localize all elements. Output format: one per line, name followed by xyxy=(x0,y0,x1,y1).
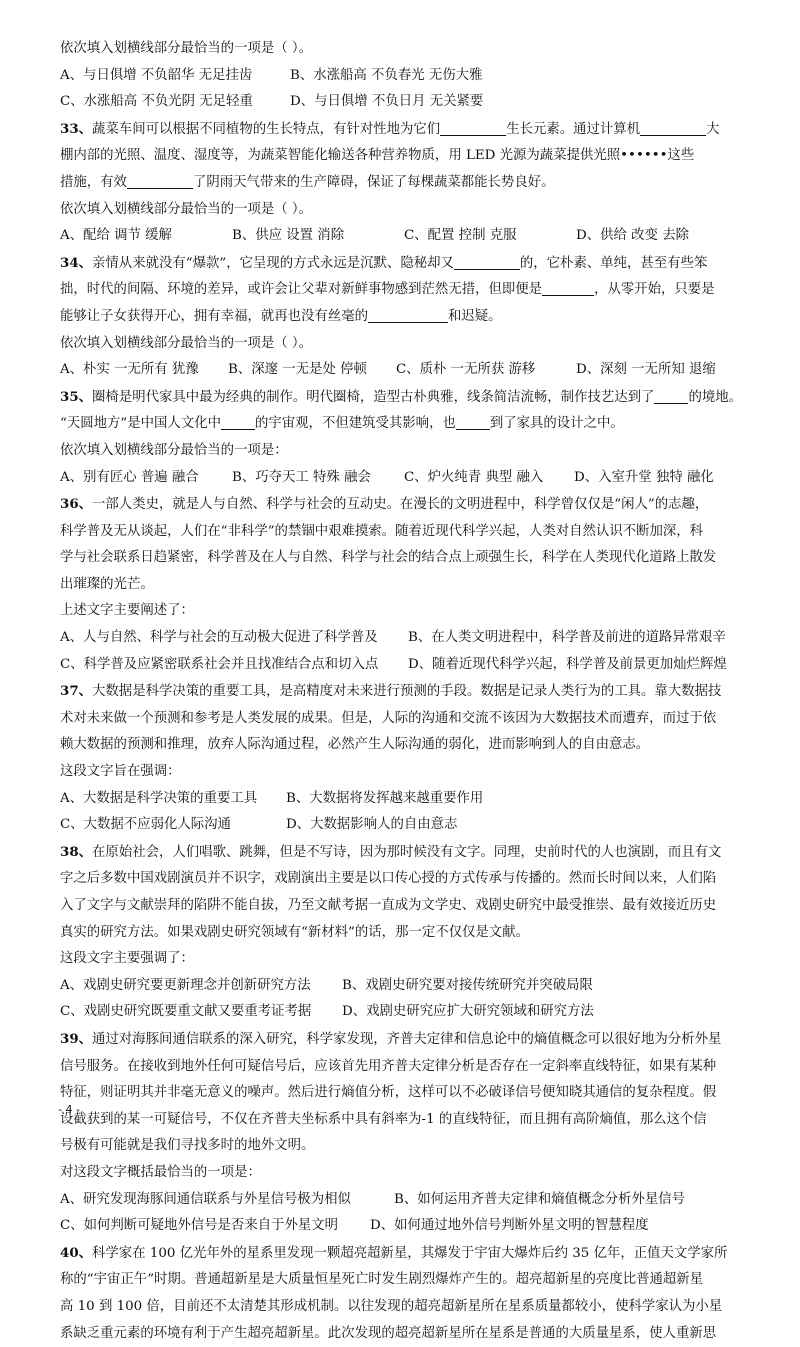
q36-options-row1 xyxy=(60,625,748,652)
passage-text: 的境地。 xyxy=(688,390,742,405)
passage-text: 的，它朴素、单纯，甚至有些笨 xyxy=(520,256,707,271)
passage-text: 通过对海豚间通信联系的深入研究，科学家发现，齐普夫定律和信息论中的熵值概念可以很好地为分析外星 xyxy=(92,1032,721,1047)
passage-text: 拙，时代的间隔、环境的差异，或许会让父辈对新鲜事物感到茫然无措，但即便是 xyxy=(60,282,542,297)
question-number: 39、 xyxy=(60,1031,92,1047)
q38-options-row2 xyxy=(60,999,748,1026)
question-number: 35、 xyxy=(60,389,92,405)
answer-blank xyxy=(221,413,255,430)
passage-text: 生长元素。通过计算机 xyxy=(506,122,640,137)
question-number: 33、 xyxy=(60,121,92,137)
option-a: A、与日俱增 不负韶华 无足挂齿 xyxy=(60,63,290,90)
option-c: C、配置 控制 克服 xyxy=(404,223,576,250)
answer-blank xyxy=(368,306,448,323)
option-c: C、质朴 一无所获 游移 xyxy=(396,357,576,384)
q37-options-row2 xyxy=(60,812,748,839)
q39-line4: 设截获到的某一可疑信号，不仅在齐普夫坐标系中具有斜率为-1 的直线特征，而且拥有高阶熵值，那么这个信 xyxy=(60,1107,748,1134)
answer-blank xyxy=(440,119,506,136)
q39-line5: 号极有可能就是我们寻找多时的地外文明。 xyxy=(60,1133,748,1160)
q34-line3 xyxy=(60,304,748,331)
question-number: 40、 xyxy=(60,1245,92,1261)
option-a: A、别有匠心 普遍 融合 xyxy=(60,465,232,492)
q38-line4: 真实的研究方法。如果戏剧史研究领域有“新材料”的话，那一定不仅仅是文献。 xyxy=(60,920,748,947)
q36-line3: 学与社会联系日趋紧密，科学普及在人与自然、科学与社会的结合点上顽强生长，科学在人类现代化道路上散发 xyxy=(60,545,748,572)
q36-options-row2 xyxy=(60,652,748,679)
q34-options xyxy=(60,357,748,384)
question-number: 38、 xyxy=(60,844,92,860)
q35-line2 xyxy=(60,411,748,438)
passage-text: 措施，有效 xyxy=(60,175,127,190)
option-b: B、在人类文明进程中，科学普及前进的道路异常艰辛 xyxy=(408,625,726,652)
option-d: D、入室升堂 独特 融化 xyxy=(574,465,714,492)
option-c: C、炉火纯青 典型 融入 xyxy=(404,465,574,492)
option-a: A、人与自然、科学与社会的互动极大促进了科学普及 xyxy=(60,625,408,652)
answer-blank xyxy=(127,172,193,189)
option-a: A、大数据是科学决策的重要工具 xyxy=(60,786,286,813)
answer-blank xyxy=(640,119,706,136)
answer-blank xyxy=(456,413,490,430)
question-number: 37、 xyxy=(60,683,92,699)
passage-text: ，从零开始，只要是 xyxy=(594,282,715,297)
q36-line2: 科学普及无从谈起，人们在“非科学”的禁锢中艰难摸索。随着近现代科学兴起，人类对自然认识不断加深，科 xyxy=(60,519,748,546)
option-a: A、朴实 一无所有 犹豫 xyxy=(60,357,228,384)
q39-prompt: 对这段文字概括最恰当的一项是： xyxy=(60,1160,748,1187)
q33-line1 xyxy=(60,116,748,144)
q34-line1 xyxy=(60,250,748,278)
q39-options-row1 xyxy=(60,1187,748,1214)
option-d: D、供给 改变 去除 xyxy=(576,223,689,250)
q35-options xyxy=(60,465,748,492)
passage-text: 亲情从来就没有“爆款”，它呈现的方式永远是沉默、隐秘却又 xyxy=(92,256,454,271)
passage-text: 圈椅是明代家具中最为经典的制作。明代圈椅，造型古朴典雅，线条简洁流畅，制作技艺达到了 xyxy=(92,390,654,405)
q40-line3: 高 10 到 100 倍，目前还不太清楚其形成机制。以往发现的超亮超新星所在星系质量都较小，使科学家认为小星 xyxy=(60,1294,748,1321)
passage-text: 一部人类史，就是人与自然、科学与社会的互动史。在漫长的文明进程中，科学曾仅仅是“闲人”的志趣， xyxy=(92,497,708,512)
q33-prompt: 依次填入划横线部分最恰当的一项是（ ）。 xyxy=(60,197,748,224)
option-a: A、配给 调节 缓解 xyxy=(60,223,232,250)
q40-line1 xyxy=(60,1240,748,1268)
option-c: C、科学普及应紧密联系社会并且找准结合点和切入点 xyxy=(60,652,408,679)
option-b: B、戏剧史研究要对接传统研究并突破局限 xyxy=(342,973,593,1000)
passage-text: 蔬菜车间可以根据不同植物的生长特点，有针对性地为它们 xyxy=(92,122,440,137)
q38-line3: 入了文字与文献崇拜的陷阱不能自拔，乃至文献考据一直成为文学史、戏剧史研究中最受推崇、最有效接近历史 xyxy=(60,893,748,920)
q32-options-row1 xyxy=(60,63,748,90)
passage-text: 大 xyxy=(706,122,719,137)
q36-prompt: 上述文字主要阐述了： xyxy=(60,598,748,625)
answer-blank xyxy=(454,253,520,270)
q33-line2: 棚内部的光照、温度、湿度等，为蔬菜智能化输送各种营养物质，用 LED 光源为蔬菜提供光照••••••这些 xyxy=(60,143,748,170)
q37-line2: 术对未来做一个预测和参考是人类发展的成果。但是，人际的沟通和交流不该因为大数据技术而遭弃，而过于依 xyxy=(60,706,748,733)
option-d: D、深刻 一无所知 退缩 xyxy=(576,357,716,384)
q33-options xyxy=(60,223,748,250)
q38-line1 xyxy=(60,839,748,867)
option-d: D、如何通过地外信号判断外星文明的智慧程度 xyxy=(370,1213,649,1240)
passage-text: 到了家具的设计之中。 xyxy=(490,416,624,431)
option-a: A、研究发现海豚间通信联系与外星信号极为相似 xyxy=(60,1187,394,1214)
passage-text: 和迟疑。 xyxy=(448,309,502,324)
q38-prompt: 这段文字主要强调了： xyxy=(60,946,748,973)
q39-line2: 信号服务。在接收到地外任何可疑信号后，应该首先用齐普夫定律分析是否存在一定斜率直线特征，如果有某种 xyxy=(60,1054,748,1081)
question-number: 34、 xyxy=(60,255,92,271)
q39-line3: 特征，则证明其并非毫无意义的噪声。然后进行熵值分析，这样可以不必破译信号便知晓其通信的复杂程度。假 xyxy=(60,1080,748,1107)
option-d: D、随着近现代科学兴起，科学普及前景更加灿烂辉煌 xyxy=(408,652,727,679)
q35-prompt: 依次填入划横线部分最恰当的一项是： xyxy=(60,438,748,465)
q38-line2: 字之后多数中国戏剧演员并不识字，戏剧演出主要是以口传心授的方式传承与传播的。然而长时间以来，人们陷 xyxy=(60,866,748,893)
q32-prompt: 依次填入划横线部分最恰当的一项是（ ）。 xyxy=(60,36,748,63)
option-b: B、深邃 一无是处 停顿 xyxy=(228,357,396,384)
q32-options-row2 xyxy=(60,89,748,116)
option-c: C、水涨船高 不负光阴 无足轻重 xyxy=(60,89,290,116)
passage-text: 的宇宙观，不但建筑受其影响，也 xyxy=(255,416,456,431)
q34-prompt: 依次填入划横线部分最恰当的一项是（ ）。 xyxy=(60,331,748,358)
option-c: C、如何判断可疑地外信号是否来自于外星文明 xyxy=(60,1213,370,1240)
option-d: D、大数据影响人的自由意志 xyxy=(286,812,457,839)
q39-options-row2 xyxy=(60,1213,748,1240)
passage-text: 科学家在 100 亿光年外的星系里发现一颗超亮超新星，其爆发于宇宙大爆炸后约 35 亿年，正值天文学家所 xyxy=(92,1246,727,1261)
page-number: - 4 - xyxy=(58,1103,80,1116)
q37-prompt: 这段文字旨在强调： xyxy=(60,759,748,786)
answer-blank xyxy=(654,387,688,404)
answer-blank xyxy=(542,279,594,296)
option-d: D、与日俱增 不负日月 无关紧要 xyxy=(290,89,483,116)
passage-text: 能够让子女获得开心，拥有幸福，就再也没有丝毫的 xyxy=(60,309,368,324)
option-b: B、水涨船高 不负春光 无伤大雅 xyxy=(290,63,482,90)
passage-text: 在原始社会，人们唱歌、跳舞，但是不写诗，因为那时候没有文字。同理，史前时代的人也演剧，而且有文 xyxy=(92,845,721,860)
option-d: D、戏剧史研究应扩大研究领域和研究方法 xyxy=(342,999,594,1026)
option-b: B、大数据将发挥越来越重要作用 xyxy=(286,786,483,813)
option-c: C、戏剧史研究既要重文献又要重考证考据 xyxy=(60,999,342,1026)
q40-line4: 系缺乏重元素的环境有利于产生超亮超新星。此次发现的超亮超新星所在星系是普通的大质量星系，使人重新思 xyxy=(60,1321,748,1347)
option-b: B、如何运用齐普夫定律和熵值概念分析外星信号 xyxy=(394,1187,685,1214)
passage-text: 大数据是科学决策的重要工具，是高精度对未来进行预测的手段。数据是记录人类行为的工具。靠大数据技 xyxy=(92,684,721,699)
q38-options-row1 xyxy=(60,973,748,1000)
passage-text: “天圆地方”是中国人文化中 xyxy=(60,416,221,431)
option-b: B、供应 设置 消除 xyxy=(232,223,404,250)
q33-line3 xyxy=(60,170,748,197)
q36-line1 xyxy=(60,491,748,519)
option-b: B、巧夺天工 特殊 融会 xyxy=(232,465,404,492)
q36-line4: 出璀璨的光芒。 xyxy=(60,572,748,599)
passage-text: 了阴雨天气带来的生产障碍，保证了每棵蔬菜都能长势良好。 xyxy=(193,175,555,190)
q37-line3: 赖大数据的预测和推理，放弃人际沟通过程，必然产生人际沟通的弱化，进而影响到人的自由意志。 xyxy=(60,732,748,759)
q34-line2 xyxy=(60,277,748,304)
option-a: A、戏剧史研究要更新理念并创新研究方法 xyxy=(60,973,342,1000)
q37-options-row1 xyxy=(60,786,748,813)
q39-line1 xyxy=(60,1026,748,1054)
option-c: C、大数据不应弱化人际沟通 xyxy=(60,812,286,839)
q40-line2: 称的“宇宙正午”时期。普通超新星是大质量恒星死亡时发生剧烈爆炸产生的。超亮超新星的亮度比普通超新星 xyxy=(60,1267,748,1294)
q37-line1 xyxy=(60,678,748,706)
question-number: 36、 xyxy=(60,496,92,512)
q35-line1 xyxy=(60,384,748,412)
